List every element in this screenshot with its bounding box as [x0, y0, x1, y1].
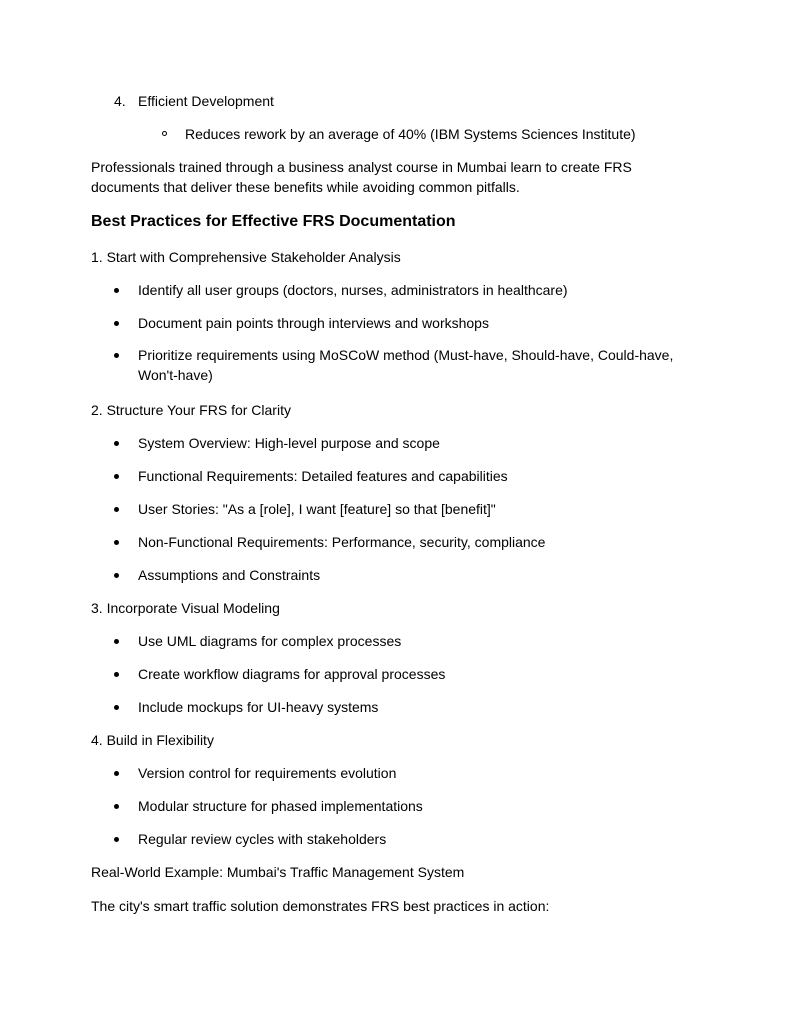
- bullet-icon: [114, 540, 119, 545]
- circle-bullet-icon: [162, 131, 167, 136]
- bullet-icon: [114, 804, 119, 809]
- bullet-icon: [114, 441, 119, 446]
- section-heading: Best Practices for Effective FRS Documentation: [91, 213, 456, 230]
- bullet-icon: [114, 573, 119, 578]
- closing-line: The city's smart traffic solution demonstrates FRS best practices in action:: [91, 898, 550, 914]
- bullet-item: Non-Functional Requirements: Performance, security, compliance: [138, 534, 546, 550]
- paragraph-line-2: documents that deliver these benefits while avoiding common pitfalls.: [91, 179, 520, 195]
- bullet-icon: [114, 353, 119, 358]
- bullet-item: Functional Requirements: Detailed features and capabilities: [138, 468, 508, 484]
- sub-list-item: Reduces rework by an average of 40% (IBM Systems Sciences Institute): [185, 126, 636, 142]
- bullet-item: Assumptions and Constraints: [138, 567, 321, 583]
- list-item-efficient-development: Efficient Development: [138, 93, 274, 109]
- bullet-icon: [114, 639, 119, 644]
- paragraph-line-1: Professionals trained through a business analyst course in Mumbai learn to create FRS: [91, 159, 632, 175]
- bullet-item: Include mockups for UI-heavy systems: [138, 699, 379, 715]
- bullet-item-continuation: Won't-have): [138, 367, 213, 383]
- example-title: Real-World Example: Mumbai's Traffic Management System: [91, 864, 465, 880]
- bullet-icon: [114, 705, 119, 710]
- bullet-item: Create workflow diagrams for approval processes: [138, 666, 446, 682]
- bullet-icon: [114, 771, 119, 776]
- bullet-icon: [114, 321, 119, 326]
- bullet-item: Regular review cycles with stakeholders: [138, 831, 387, 847]
- practice-title-4: 4. Build in Flexibility: [91, 732, 214, 748]
- bullet-icon: [114, 288, 119, 293]
- bullet-icon: [114, 672, 119, 677]
- bullet-item: Prioritize requirements using MoSCoW method (Must-have, Should-have, Could-have,: [138, 347, 674, 363]
- bullet-icon: [114, 474, 119, 479]
- bullet-item: Document pain points through interviews and workshops: [138, 315, 489, 331]
- bullet-item: Modular structure for phased implementations: [138, 798, 423, 814]
- bullet-item: Version control for requirements evolution: [138, 765, 397, 781]
- bullet-item: Use UML diagrams for complex processes: [138, 633, 402, 649]
- bullet-icon: [114, 507, 119, 512]
- bullet-item: User Stories: "As a [role], I want [feature] so that [benefit]": [138, 501, 496, 517]
- bullet-icon: [114, 837, 119, 842]
- practice-title-2: 2. Structure Your FRS for Clarity: [91, 402, 291, 418]
- bullet-item: Identify all user groups (doctors, nurses, administrators in healthcare): [138, 282, 568, 298]
- list-number: 4.: [114, 93, 126, 109]
- practice-title-3: 3. Incorporate Visual Modeling: [91, 600, 280, 616]
- practice-title-1: 1. Start with Comprehensive Stakeholder Analysis: [91, 249, 401, 265]
- bullet-item: System Overview: High-level purpose and scope: [138, 435, 440, 451]
